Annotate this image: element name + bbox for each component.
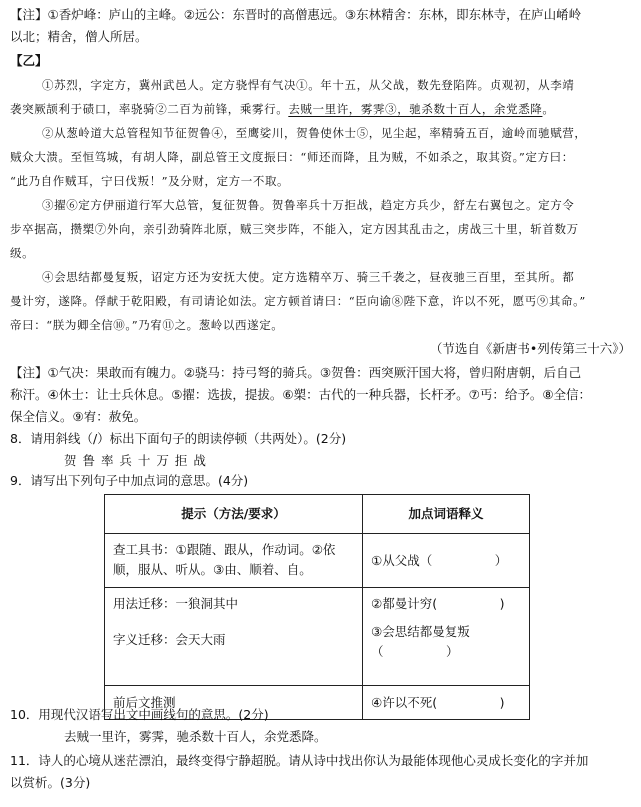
passage-p2-line3: “此乃自作贼耳，宁曰伐叛！”及分财，定方一不取。 — [10, 174, 290, 188]
passage-p4-line3: 帝曰：“朕为卿全信⑩。”乃宥⑪之。葱岭以西遂定。 — [10, 318, 284, 332]
table-header-definition: 加点词语释义 — [363, 495, 530, 534]
passage-p1-line2-c: 。 — [542, 102, 555, 116]
row2-answer-b: ③会思结都曼复叛（ ） — [371, 624, 470, 659]
passage-p3-line3: 级。 — [10, 246, 35, 260]
passage-p3-line1: ③擢⑥定方伊丽道行军大总管，复征贺鲁。贺鲁率兵十万拒战，趋定方兵少，舒左右翼包之。定方令 — [42, 198, 575, 212]
q10-sentence: 去贼一里许，雾霁，驰杀数十百人，余党悉降。 — [64, 729, 327, 744]
note2-line3: 保全信义。⑨宥：赦免。 — [10, 409, 147, 424]
row2-hint-b: 字义迁移：会天大雨 — [113, 632, 226, 647]
row2-answer-a: ②都曼计穷( ) — [371, 596, 505, 611]
row1-answer: ①从父战（ ） — [363, 534, 530, 588]
passage-p4-line1: ④会思结都曼复叛，诏定方还为安抚大使。定方选精卒万、骑三千袭之，昼夜驰三百里，至其所。都 — [42, 270, 575, 284]
passage-p1-line2-a: 袭突厥颉利于碛口，率骁骑②二百为前锋，乘雾行。 — [10, 102, 289, 116]
passage-p2-line2: 贼众大溃。至恒笃城，有胡人降，副总管王文度振曰：“师还而降，且为贼，不如杀之，取其资。”定方曰： — [10, 150, 574, 164]
q10-prompt: 10．用现代汉语写出文中画线句的意思。(2分) — [10, 707, 269, 722]
source-citation: （节选自《新唐书•列传第三十六》） — [429, 341, 631, 356]
passage-p4-line2: 曼计穷，遂降。俘献于乾阳殿，有司请论如法。定方顿首请曰：“臣向谕⑧陛下意，许以不死，愿丐⑨其命。” — [10, 294, 586, 308]
row3-hint: 前后文推测 — [105, 686, 363, 720]
table-header-hint: 提示（方法/要求） — [105, 495, 363, 534]
note1-line2: 以北；精舍，僧人所居。 — [10, 29, 148, 44]
q8-sentence: 贺 鲁 率 兵 十 万 拒 战 — [64, 453, 207, 468]
row3-answer: ④许以不死( ) — [363, 686, 530, 720]
q9-prompt: 9．请写出下列句子中加点词的意思。(4分) — [10, 473, 249, 488]
q8-prompt: 8．请用斜线（/）标出下面句子的朗读停顿（共两处）。(2分) — [10, 431, 347, 446]
passage-p3-line2: 步卒据高，攒槊⑦外向，亲引劲骑阵北原，贼三突步阵，不能入，定方因其乱击之，虏战三十里，斩首数万 — [10, 222, 579, 236]
passage-p1-line2 — [10, 100, 631, 118]
row2-hint — [105, 588, 363, 686]
row1-hint: 查工具书：①跟随、跟从，作动词。②依顺，服从、听从。③由、顺着、自。 — [105, 534, 363, 588]
note2-line1: 【注】①气决：果敢而有魄力。②骁马：持弓弩的骑兵。③贺鲁：西突厥汗国大将，曾归附唐朝，后自己 — [10, 365, 582, 380]
q11-line2: 以赏析。(3分) — [10, 775, 91, 790]
passage-p1-line1: ①苏烈，字定方，冀州武邑人。定方骁悍有气决①。年十五，从父战，数先登陷阵。贞观初，从李靖 — [42, 78, 575, 92]
note1-line1: 【注】①香炉峰：庐山的主峰。②远公：东晋时的高僧惠远。③东林精舍：东林，即东林寺，在庐山崤岭 — [10, 7, 582, 22]
note2-line2: 称汗。④休士：让士兵休息。⑤擢：选拔，提拔。⑥槊：古代的一种兵器，长杆矛。⑦丐：给予。⑧全信： — [10, 387, 592, 402]
q11-line1: 11．诗人的心境从迷茫漂泊，最终变得宁静超脱。请从诗中找出你认为最能体现他心灵成长变化的字并加 — [10, 753, 589, 768]
section-yi-heading: 【乙】 — [10, 53, 48, 68]
row2-answer — [363, 588, 530, 686]
row2-hint-a: 用法迁移：一狼洞其中 — [113, 596, 239, 611]
underlined-sentence: 去贼一里许，雾霁③，驰杀数十百人，余党悉降 — [288, 102, 543, 116]
passage-p2-line1: ②从葱岭道大总管程知节征贺鲁④，至鹰娑川，贺鲁使休士⑤，见尘起，率精骑五百，逾岭而驰赋营， — [42, 126, 587, 140]
q9-hint-table — [104, 494, 530, 720]
